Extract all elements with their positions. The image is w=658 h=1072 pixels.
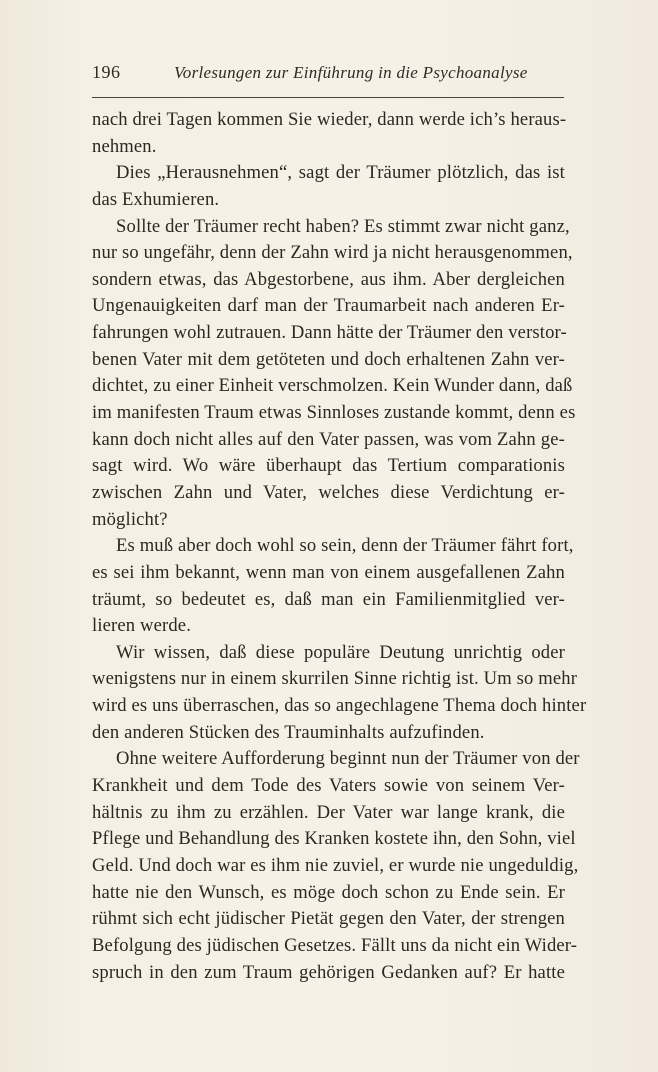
text-line: Dies „Herausnehmen“, sagt der Träumer plötzlich, das ist [116, 162, 565, 184]
text-line: lieren werde. [92, 615, 191, 637]
text-line: es sei ihm bekannt, wenn man von einem ausgefallenen Zahn [92, 561, 565, 583]
text-line: sondern etwas, das Abgestorbene, aus ihm. Aber dergleichen [92, 268, 565, 290]
text-line: wird es uns überraschen, das so angechlagene Thema doch hinter [92, 695, 587, 717]
body-text [92, 107, 587, 986]
text-line: Ohne weitere Aufforderung beginnt nun der Träumer von der [116, 748, 580, 770]
page-number: 196 [92, 62, 121, 82]
text-line: im manifesten Traum etwas Sinnloses zustande kommt, denn es [92, 402, 576, 424]
text-line: Geld. Und doch war es ihm nie zuviel, er wurde nie ungeduldig, [92, 854, 579, 876]
text-line: nach drei Tagen kommen Sie wieder, dann werde ich’s heraus- [92, 109, 567, 130]
text-line: Pflege und Behandlung des Kranken kostete ihn, den Sohn, viel [92, 828, 576, 850]
text-line: kann doch nicht alles auf den Vater passen, was vom Zahn ge- [92, 428, 565, 450]
text-line: möglicht? [92, 508, 168, 530]
text-line: den anderen Stücken des Trauminhalts aufzufinden. [92, 721, 485, 743]
text-line: spruch in den zum Traum gehörigen Gedanken auf? Er hatte [92, 961, 565, 983]
text-line: nehmen. [92, 135, 157, 157]
text-line: das Exhumieren. [92, 188, 220, 210]
text-line: benen Vater mit dem getöteten und doch erhaltenen Zahn ver- [92, 348, 565, 370]
running-head: Vorlesungen zur Einführung in die Psychoanalyse [174, 63, 528, 82]
text-line: hatte nie den Wunsch, es möge doch schon zu Ende sein. Er [92, 881, 565, 903]
text-line: wenigstens nur in einem skurrilen Sinne richtig ist. Um so mehr [92, 668, 578, 690]
text-line: rühmt sich echt jüdischer Pietät gegen den Vater, der strengen [92, 908, 565, 930]
text-line: Befolgung des jüdischen Gesetzes. Fällt uns da nicht ein Wider- [92, 934, 578, 956]
text-line: hältnis zu ihm zu erzählen. Der Vater war lange krank, die [92, 801, 565, 823]
header-rule [92, 97, 564, 98]
text-line: Krankheit und dem Tode des Vaters sowie von seinem Ver- [92, 775, 565, 797]
text-line: dichtet, zu einer Einheit verschmolzen. Kein Wunder dann, daß [92, 375, 573, 397]
text-line: sagt wird. Wo wäre überhaupt das Tertium comparationis [92, 455, 565, 477]
text-line: nur so ungefähr, denn der Zahn wird ja nicht herausgenommen, [92, 242, 573, 264]
text-line: Wir wissen, daß diese populäre Deutung unrichtig oder [116, 641, 565, 663]
text-line: Ungenauigkeiten darf man der Traumarbeit nach anderen Er- [92, 295, 565, 317]
text-line: zwischen Zahn und Vater, welches diese Verdichtung er- [92, 481, 565, 503]
text-line: Sollte der Träumer recht haben? Es stimmt zwar nicht ganz, [116, 215, 570, 237]
text-line: fahrungen wohl zutrauen. Dann hätte der Träumer den verstor- [92, 322, 567, 344]
text-line: Es muß aber doch wohl so sein, denn der Träumer fährt fort, [116, 535, 574, 557]
text-line: träumt, so bedeutet es, daß man ein Familienmitglied ver- [92, 588, 565, 610]
page-header [92, 62, 564, 88]
